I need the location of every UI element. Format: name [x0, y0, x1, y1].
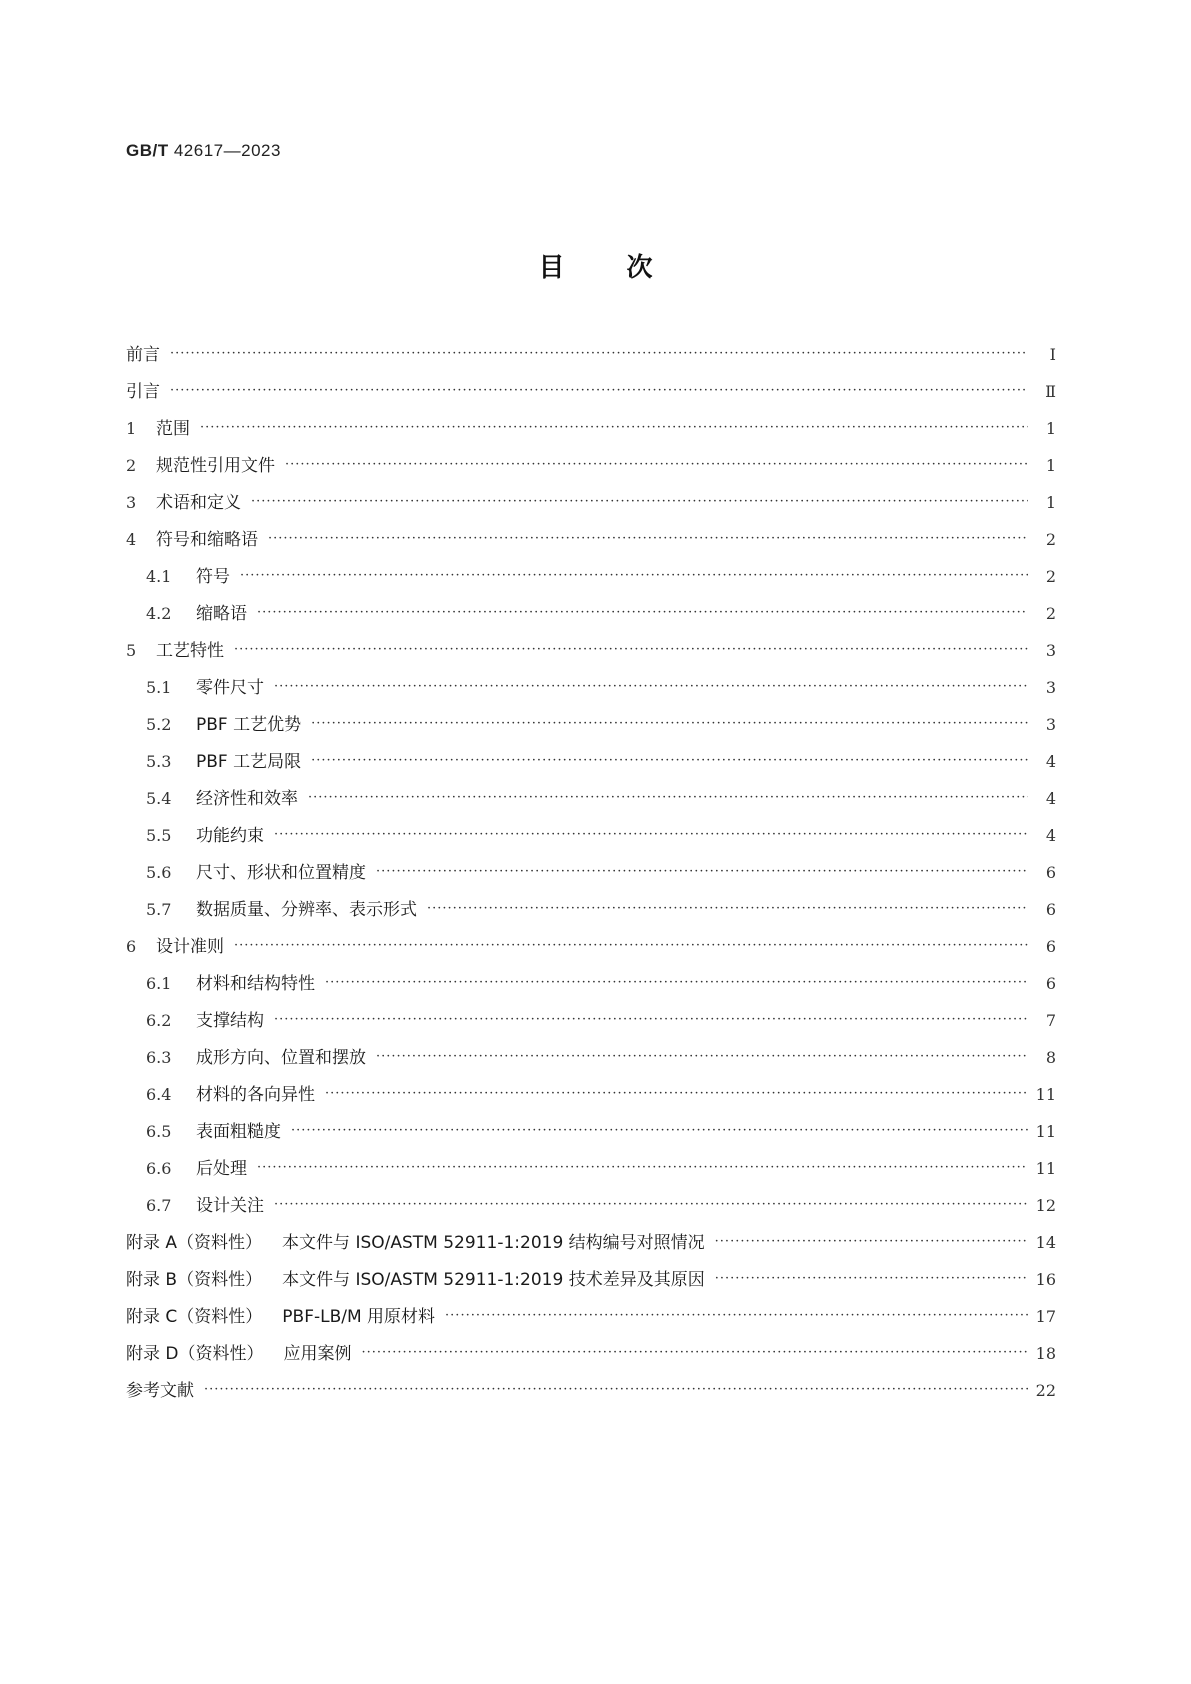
toc-entry-label: 符号	[196, 567, 230, 587]
toc-page-number: 3	[1045, 678, 1056, 697]
toc-page-number: 4	[1045, 789, 1056, 808]
dot-leader	[170, 346, 1028, 361]
toc-entry-label: 尺寸、形状和位置精度	[196, 863, 366, 883]
toc-entry-label: 缩略语	[196, 604, 247, 624]
toc-entry[interactable]	[126, 525, 1056, 562]
toc-entry[interactable]	[126, 562, 1056, 599]
toc-entry[interactable]	[126, 636, 1056, 673]
toc-entry-label: 符号和缩略语	[156, 530, 258, 550]
toc-page-number: 6	[1045, 900, 1056, 919]
table-of-contents	[126, 340, 1056, 1413]
dot-leader	[427, 901, 1028, 916]
toc-entry[interactable]	[126, 599, 1056, 636]
toc-page-number: 4	[1045, 826, 1056, 845]
toc-entry-number: 6.6	[146, 1159, 172, 1178]
toc-entry-label: 参考文献	[126, 1381, 194, 1401]
dot-leader	[308, 790, 1028, 805]
toc-entry-number: 5.3	[146, 752, 172, 771]
standard-code: 42617—2023	[173, 141, 281, 160]
toc-entry-label: 数据质量、分辨率、表示形式	[196, 900, 417, 920]
standard-prefix: GB/T	[126, 141, 169, 160]
dot-leader	[240, 568, 1028, 583]
dot-leader	[234, 642, 1028, 657]
page-title: 目次	[538, 253, 715, 283]
toc-entry[interactable]	[126, 1228, 1056, 1265]
toc-entry-number: 6.2	[146, 1011, 172, 1030]
dot-leader	[325, 1086, 1028, 1101]
toc-entry-label: 本文件与 ISO/ASTM 52911-1:2019 结构编号对照情况	[282, 1233, 705, 1253]
dot-leader	[268, 531, 1028, 546]
toc-entry-number: 5.5	[146, 826, 172, 845]
toc-entry-label: 应用案例	[283, 1344, 352, 1364]
toc-page-number: 2	[1045, 567, 1056, 586]
toc-page-number: 2	[1045, 530, 1056, 549]
toc-page-number: 11	[1035, 1085, 1056, 1104]
dot-leader	[170, 383, 1028, 398]
toc-entry-label: 设计准则	[156, 937, 224, 957]
toc-entry[interactable]	[126, 1191, 1056, 1228]
toc-page-number: 4	[1045, 752, 1056, 771]
toc-entry[interactable]	[126, 1376, 1056, 1413]
toc-entry-label: PBF 工艺优势	[196, 715, 302, 735]
toc-entry-label: 前言	[126, 345, 160, 365]
toc-entry-label: 设计关注	[196, 1196, 264, 1216]
toc-entry-label: 工艺特性	[156, 641, 224, 661]
toc-entry[interactable]	[126, 1117, 1056, 1154]
toc-entry[interactable]	[126, 895, 1056, 932]
toc-entry[interactable]	[126, 932, 1056, 969]
toc-entry-number: 4.2	[146, 604, 172, 623]
dot-leader	[204, 1382, 1028, 1397]
toc-entry-number: 4.1	[146, 567, 172, 586]
toc-entry-label: 经济性和效率	[196, 789, 298, 809]
toc-page-number: 12	[1035, 1196, 1056, 1215]
toc-entry[interactable]	[126, 377, 1056, 414]
dot-leader	[274, 1197, 1028, 1212]
toc-entry-number: 5.6	[146, 863, 172, 882]
dot-leader	[251, 494, 1028, 509]
toc-entry-label: 规范性引用文件	[156, 456, 275, 476]
toc-entry-number: 6.3	[146, 1048, 172, 1067]
toc-entry[interactable]	[126, 340, 1056, 377]
toc-page-number: 1	[1045, 419, 1056, 438]
toc-entry-label: 表面粗糙度	[196, 1122, 281, 1142]
dot-leader	[291, 1123, 1028, 1138]
standard-number	[126, 141, 281, 161]
toc-entry[interactable]	[126, 821, 1056, 858]
toc-entry-number: 3	[126, 493, 137, 512]
toc-entry[interactable]	[126, 451, 1056, 488]
toc-entry[interactable]	[126, 747, 1056, 784]
toc-entry-number: 5.7	[146, 900, 172, 919]
toc-entry[interactable]	[126, 1006, 1056, 1043]
toc-entry-label: PBF-LB/M 用原材料	[282, 1307, 436, 1327]
toc-page-number: 6	[1045, 974, 1056, 993]
dot-leader	[257, 605, 1028, 620]
toc-entry-label: 材料的各向异性	[196, 1085, 315, 1105]
toc-entry-number: 6.4	[146, 1085, 172, 1104]
toc-appendix-prefix: 附录 C（资料性）	[126, 1307, 263, 1327]
toc-entry-number: 5	[126, 641, 137, 660]
toc-entry[interactable]	[126, 1043, 1056, 1080]
dot-leader	[715, 1234, 1028, 1249]
toc-entry-number: 6.7	[146, 1196, 172, 1215]
toc-page-number: 3	[1045, 641, 1056, 660]
toc-entry[interactable]	[126, 488, 1056, 525]
toc-entry-label: 本文件与 ISO/ASTM 52911-1:2019 技术差异及其原因	[282, 1270, 705, 1290]
toc-entry[interactable]	[126, 673, 1056, 710]
toc-page-number: Ⅱ	[1045, 382, 1056, 401]
dot-leader	[274, 827, 1028, 842]
dot-leader	[445, 1308, 1028, 1323]
toc-entry[interactable]	[126, 1302, 1056, 1339]
dot-leader	[200, 420, 1028, 435]
toc-entry[interactable]	[126, 1339, 1056, 1376]
toc-entry-number: 2	[126, 456, 137, 475]
toc-page-number: 8	[1045, 1048, 1056, 1067]
toc-page-number: 6	[1045, 937, 1056, 956]
toc-entry-number: 5.2	[146, 715, 172, 734]
toc-entry-label: 零件尺寸	[196, 678, 264, 698]
toc-entry[interactable]	[126, 710, 1056, 747]
toc-entry-label: 后处理	[196, 1159, 247, 1179]
toc-appendix-prefix: 附录 D（资料性）	[126, 1344, 264, 1364]
toc-page-number: Ⅰ	[1049, 345, 1056, 364]
toc-entry-number: 6.5	[146, 1122, 172, 1141]
toc-entry-number: 1	[126, 419, 137, 438]
toc-entry-number: 4	[126, 530, 137, 549]
toc-appendix-prefix: 附录 A（资料性）	[126, 1233, 263, 1253]
dot-leader	[311, 716, 1028, 731]
toc-page-number: 1	[1045, 456, 1056, 475]
dot-leader	[285, 457, 1028, 472]
toc-page-number: 2	[1045, 604, 1056, 623]
toc-entry-label: 功能约束	[196, 826, 264, 846]
toc-entry-number: 5.1	[146, 678, 172, 697]
toc-page-number: 6	[1045, 863, 1056, 882]
dot-leader	[274, 1012, 1028, 1027]
dot-leader	[325, 975, 1028, 990]
toc-page-number: 11	[1035, 1159, 1056, 1178]
toc-page-number: 22	[1035, 1381, 1056, 1400]
toc-entry[interactable]	[126, 858, 1056, 895]
toc-entry-label: 成形方向、位置和摆放	[196, 1048, 366, 1068]
dot-leader	[376, 864, 1028, 879]
toc-entry[interactable]	[126, 784, 1056, 821]
dot-leader	[234, 938, 1028, 953]
toc-entry-number: 6	[126, 937, 137, 956]
toc-page-number: 16	[1035, 1270, 1056, 1289]
toc-entry[interactable]	[126, 969, 1056, 1006]
toc-page-number: 18	[1035, 1344, 1056, 1363]
dot-leader	[257, 1160, 1028, 1175]
toc-page-number: 3	[1045, 715, 1056, 734]
toc-entry[interactable]	[126, 1265, 1056, 1302]
toc-page-number: 17	[1035, 1307, 1056, 1326]
toc-page-number: 7	[1045, 1011, 1056, 1030]
toc-entry-label: 支撑结构	[196, 1011, 264, 1031]
toc-entry-label: 术语和定义	[156, 493, 241, 513]
toc-page-number: 11	[1035, 1122, 1056, 1141]
dot-leader	[362, 1345, 1028, 1360]
toc-page-number: 14	[1035, 1233, 1056, 1252]
dot-leader	[311, 753, 1028, 768]
toc-entry-label: 范围	[156, 419, 190, 439]
toc-appendix-prefix: 附录 B（资料性）	[126, 1270, 263, 1290]
toc-page-number: 1	[1045, 493, 1056, 512]
toc-entry-label: 引言	[126, 382, 160, 402]
toc-entry-number: 5.4	[146, 789, 172, 808]
toc-entry-label: PBF 工艺局限	[196, 752, 302, 772]
toc-entry[interactable]	[126, 1080, 1056, 1117]
toc-entry[interactable]	[126, 1154, 1056, 1191]
toc-entry-label: 材料和结构特性	[196, 974, 315, 994]
toc-entry-number: 6.1	[146, 974, 172, 993]
dot-leader	[715, 1271, 1028, 1286]
dot-leader	[376, 1049, 1028, 1064]
toc-entry[interactable]	[126, 414, 1056, 451]
dot-leader	[274, 679, 1028, 694]
